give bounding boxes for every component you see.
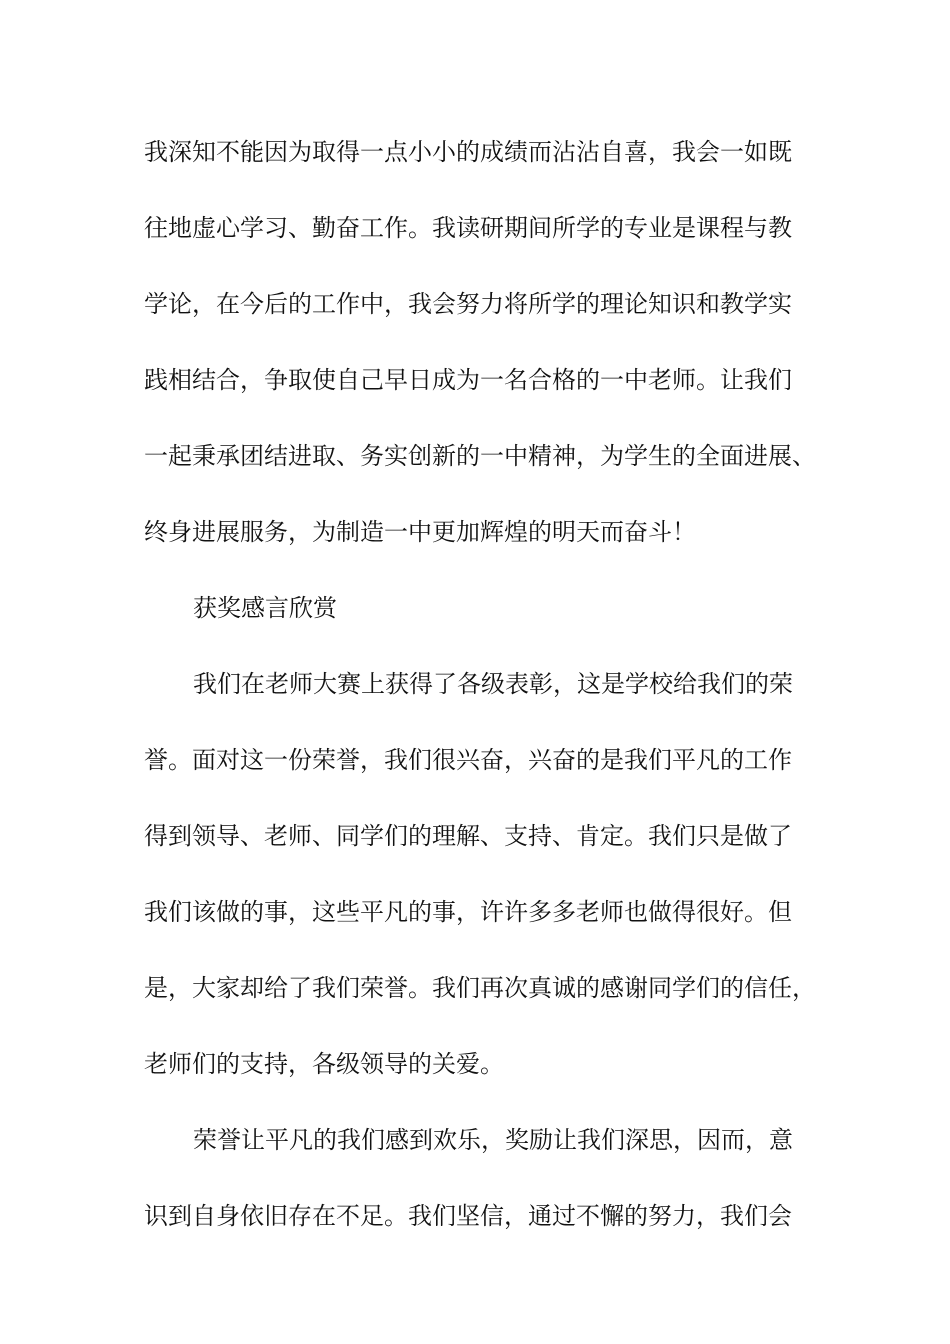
paragraph-line: 识到自身依旧存在不足。我们坚信，通过不懈的努力，我们会 [144,1202,792,1230]
paragraph-line: 终身进展服务，为制造一中更加辉煌的明天而奋斗！ [144,518,696,546]
paragraph-line: 誉。面对这一份荣誉，我们很兴奋，兴奋的是我们平凡的工作 [144,746,792,774]
paragraph-line: 我们该做的事，这些平凡的事，许许多多老师也做得很好。但 [144,898,792,926]
document-body [144,131,824,1271]
paragraph-line: 我深知不能因为取得一点小小的成绩而沾沾自喜，我会一如既 [144,138,792,166]
paragraph-line: 践相结合，争取使自己早日成为一名合格的一中老师。让我们 [144,366,792,394]
paragraph-line: 得到领导、老师、同学们的理解、支持、肯定。我们只是做了 [144,822,792,850]
paragraph-line: 是，大家却给了我们荣誉。我们再次真诚的感谢同学们的信任， [144,974,816,1002]
paragraph-line: 荣誉让平凡的我们感到欢乐，奖励让我们深思，因而，意 [193,1126,793,1154]
paragraph-line: 往地虚心学习、勤奋工作。我读研期间所学的专业是课程与教 [144,214,792,242]
paragraph-line: 一起秉承团结进取、务实创新的一中精神，为学生的全面进展、 [144,442,816,470]
paragraph-line: 我们在老师大赛上获得了各级表彰，这是学校给我们的荣 [193,670,793,698]
paragraph-line: 学论，在今后的工作中，我会努力将所学的理论知识和教学实 [144,290,792,318]
paragraph-line: 老师们的支持，各级领导的关爱。 [144,1050,504,1078]
section-heading: 获奖感言欣赏 [193,594,337,622]
